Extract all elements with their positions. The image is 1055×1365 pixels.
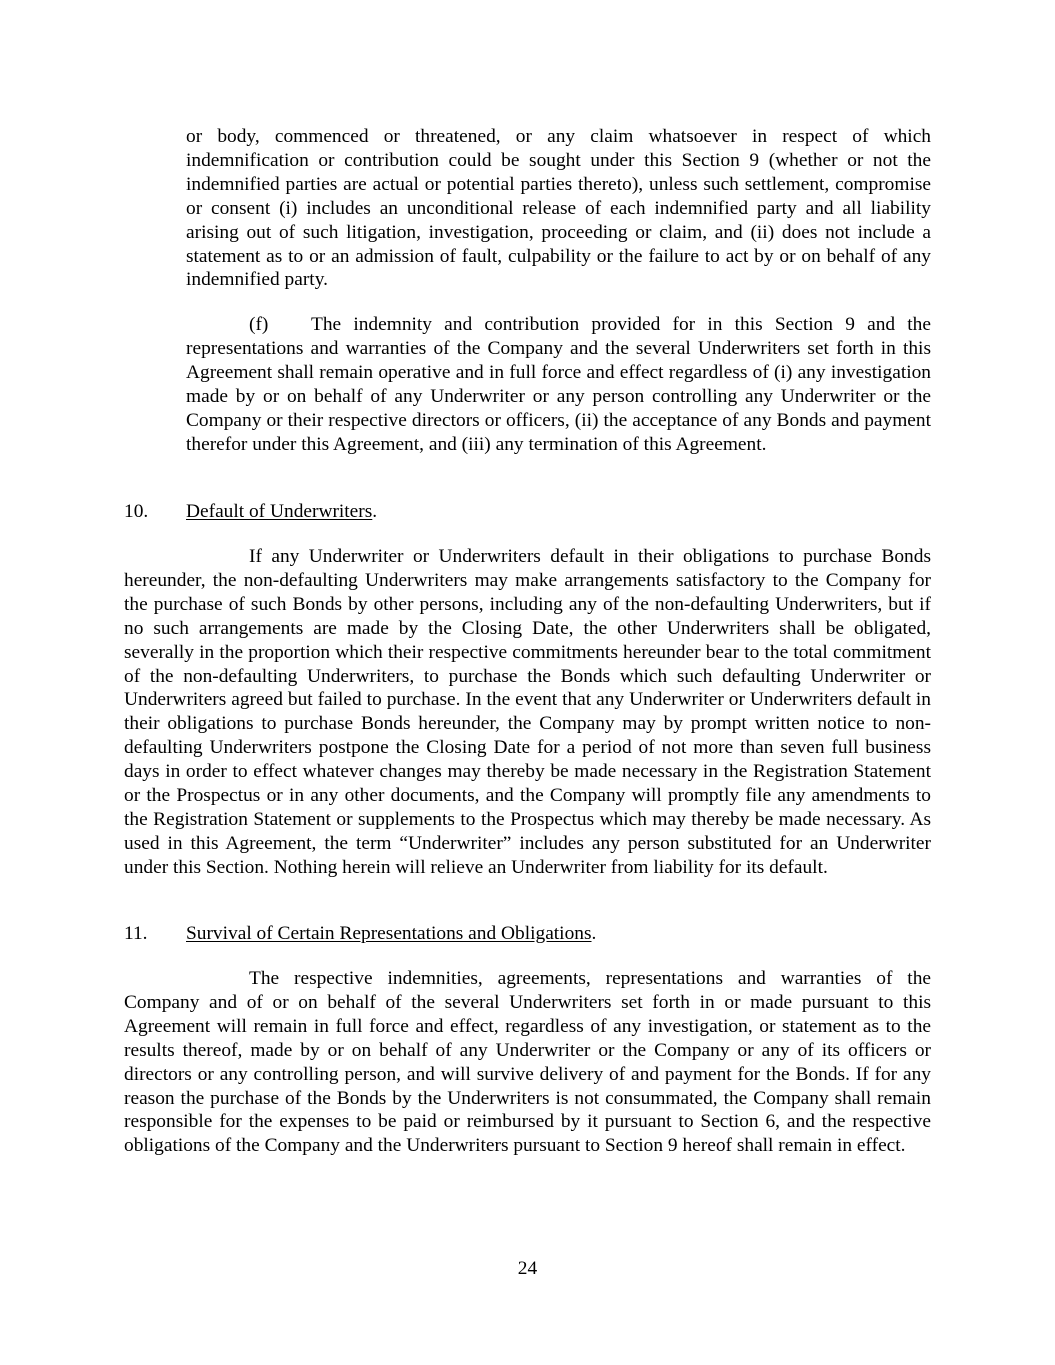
paragraph-settlement-continuation — [186, 125, 931, 292]
section-title: Survival of Certain Representations and Obligations — [186, 923, 592, 944]
section-heading-10 — [124, 500, 377, 524]
paragraph-marker: (f) — [249, 314, 269, 335]
paragraph-text: The indemnity and contribution provided for in this Section 9 and the representations and warranties of the Company and the several Underwriters set forth in this Agreement shall remain operative and in full force and effect regardless of (i) any investigation made by or on behalf of any Underwriter or any person controlling any Underwriter or the Company or their respective directors or officers, (ii) the acceptance of any Bonds and payment therefor under this Agreement, and (iii) any termination of this Agreement. — [186, 314, 931, 455]
page-number: 24 — [517, 1258, 538, 1279]
section-title-punct: . — [372, 501, 378, 522]
section-heading-11 — [124, 922, 596, 946]
paragraph-text: If any Underwriter or Underwriters default in their obligations to purchase Bonds hereunder, the non-defaulting Underwriters may make arrangements satisfactory to the Company for the purchase of such Bonds by other persons, including any of the non-defaulting Underwriters, but if no such arrangements are made by the Closing Date, the other Underwriters shall be obligated, severally in the proportion which their respective commitments hereunder bear to the total commitment of the non-defaulting Underwriters, to purchase the Bonds which such defaulting Underwriter or Underwriters agreed but failed to purchase. In the event that any Underwriter or Underwriters default in their obligations to purchase Bonds hereunder, the Company may by prompt written notice to non-defaulting Underwriters postpone the Closing Date for a period of not more than seven full business days in order to effect whatever changes may thereby be made necessary in the Registration Statement or the Prospectus or in any other documents, and the Company will promptly file any amendments to the Registration Statement or supplements to the Prospectus which may thereby be made necessary. As used in this Agreement, the term “Underwriter” includes any person substituted for an Underwriter under this Section. Nothing herein will relieve an Underwriter from liability for its default. — [124, 546, 931, 878]
paragraph-survival-of-representations — [124, 967, 931, 1158]
section-title: Default of Underwriters — [186, 501, 373, 522]
section-title-punct: . — [591, 923, 597, 944]
paragraph-f-survival-indemnity — [186, 313, 931, 456]
paragraph-text: The respective indemnities, agreements, representations and warranties of the Company and of or on behalf of the several Underwriters set forth in or made pursuant to this Agreement will remain in full force and effect, regardless of any investigation, or statement as to the results thereof, made by or on behalf of any Underwriter or the Company or any of its officers or directors or any controlling person, and will survive delivery of and payment for the Bonds. If for any reason the purchase of the Bonds by the Underwriters is not consummated, the Company shall remain responsible for the expenses to be paid or reimbursed by it pursuant to Section 6, and the respective obligations of the Company and the Underwriters pursuant to Section 9 hereof shall remain in effect. — [124, 968, 931, 1157]
section-number: 10. — [124, 501, 149, 522]
section-number: 11. — [124, 923, 148, 944]
paragraph-text: or body, commenced or threatened, or any claim whatsoever in respect of which indemnification or contribution could be sought under this Section 9 (whether or not the indemnified parties are actual or potential parties thereto), unless such settlement, compromise or consent (i) includes an unconditional release of each indemnified party and all liability arising out of such litigation, investigation, proceeding or claim, and (ii) does not include a statement as to or an admission of fault, culpability or the failure to act by or on behalf of any indemnified party. — [186, 126, 931, 291]
paragraph-default-of-underwriters — [124, 545, 931, 880]
